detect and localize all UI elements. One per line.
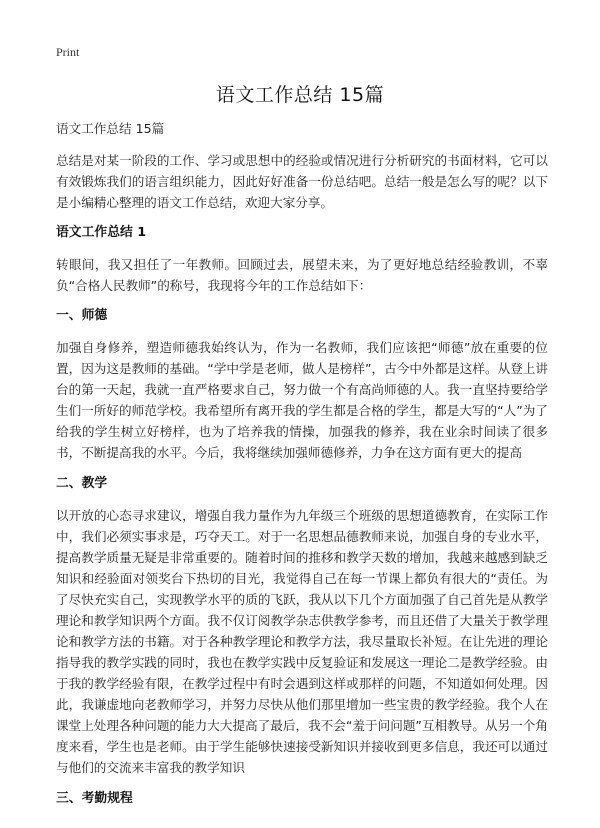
document-subtitle: 语文工作总结 15篇 [56,121,165,136]
print-label: Print [56,45,80,59]
section-body-teaching: 以开放的心态寻求建议，增强自我力量作为九年级三个班级的思想道德教育，在实际工作中，我们必须实事求是，巧夺天工。对于一名思想品德教师来说，加强自身的专业水平，提高教学质量无疑是非常重要的。随着时间的推移和教学天数的增加，我越来越感到缺乏知识和经验面对领奖台下热切的目光，我觉得自己在每一节课上都负有很大的“责任。为了尽快充实自己，实现教学水平的质的飞跃，我从以下几个方面加强了自己首先是从教学理论和教学知识两个方面。我不仅订阅教学杂志供教学参考，而且还借了大量关于教学理论和教学方法的书籍。对于各种教学理论和教学方法，我尽量取长补短。在让先进的理论指导我的教学实践的同时，我也在教学实践中反复验证和发展这一理论二是教学经验。由于我的教学经验有限，在教学过程中有时会遇到这样或那样的问题，不知道如何处理。因此，我谦虚地向老教师学习，并努力尽快从他们那里增加一些宝贵的教学经验。我个人在课堂上处理各种问题的能力大大提高了最后，我不会“羞于问问题”互相教导。从另一个角度来看，学生也是老师。由于学生能够快速接受新知识并接收到更多信息，我还可以通过与他们的交流来丰富我的教学知识 [56,508,548,775]
intro-paragraph: 总结是对某一阶段的工作、学习或思想中的经验或情况进行分析研究的书面材料，它可以有效锻炼我们的语言组织能力，因此好好准备一份总结吧。总结一般是怎么写的呢？以下是小编精心整理的语文工作总结，欢迎大家分享。 [56,153,548,210]
section-body-ethics: 加强自身修养，塑造师德我始终认为，作为一名教师，我们应该把“师德”放在重要的位置，因为这是教师的基础。“学中学是老师，做人是榜样”，古今中外都是这样。从登上讲台的第一天起，我就一直严格要求自己，努力做一个有高尚师德的人。我一直坚持要给学生们一所好的师范学校。我希望所有离开我的学生都是合格的学生，都是大写的“人”为了给我的学生树立好榜样，也为了培养我的情操，加强我的修养，我在业余时间读了很多书，不断提高我的水平。今后，我将继续加强师德修养，力争在这方面有更大的提高 [56,340,548,460]
section-heading-attendance: 三、考勤规程 [56,791,133,806]
section-heading-teaching: 二、教学 [56,476,108,491]
opening-paragraph: 转眼间，我又担任了一年教师。回顾过去，展望未来，为了更好地总结经验教训，不辜负“合格人民教师”的称号，我现将今年的工作总结如下： [56,257,548,293]
document-title: 语文工作总结 15篇 [215,84,385,106]
article-heading: 语文工作总结 1 [56,225,147,240]
document-content [56,118,548,820]
section-heading-ethics: 一、师德 [56,308,108,323]
